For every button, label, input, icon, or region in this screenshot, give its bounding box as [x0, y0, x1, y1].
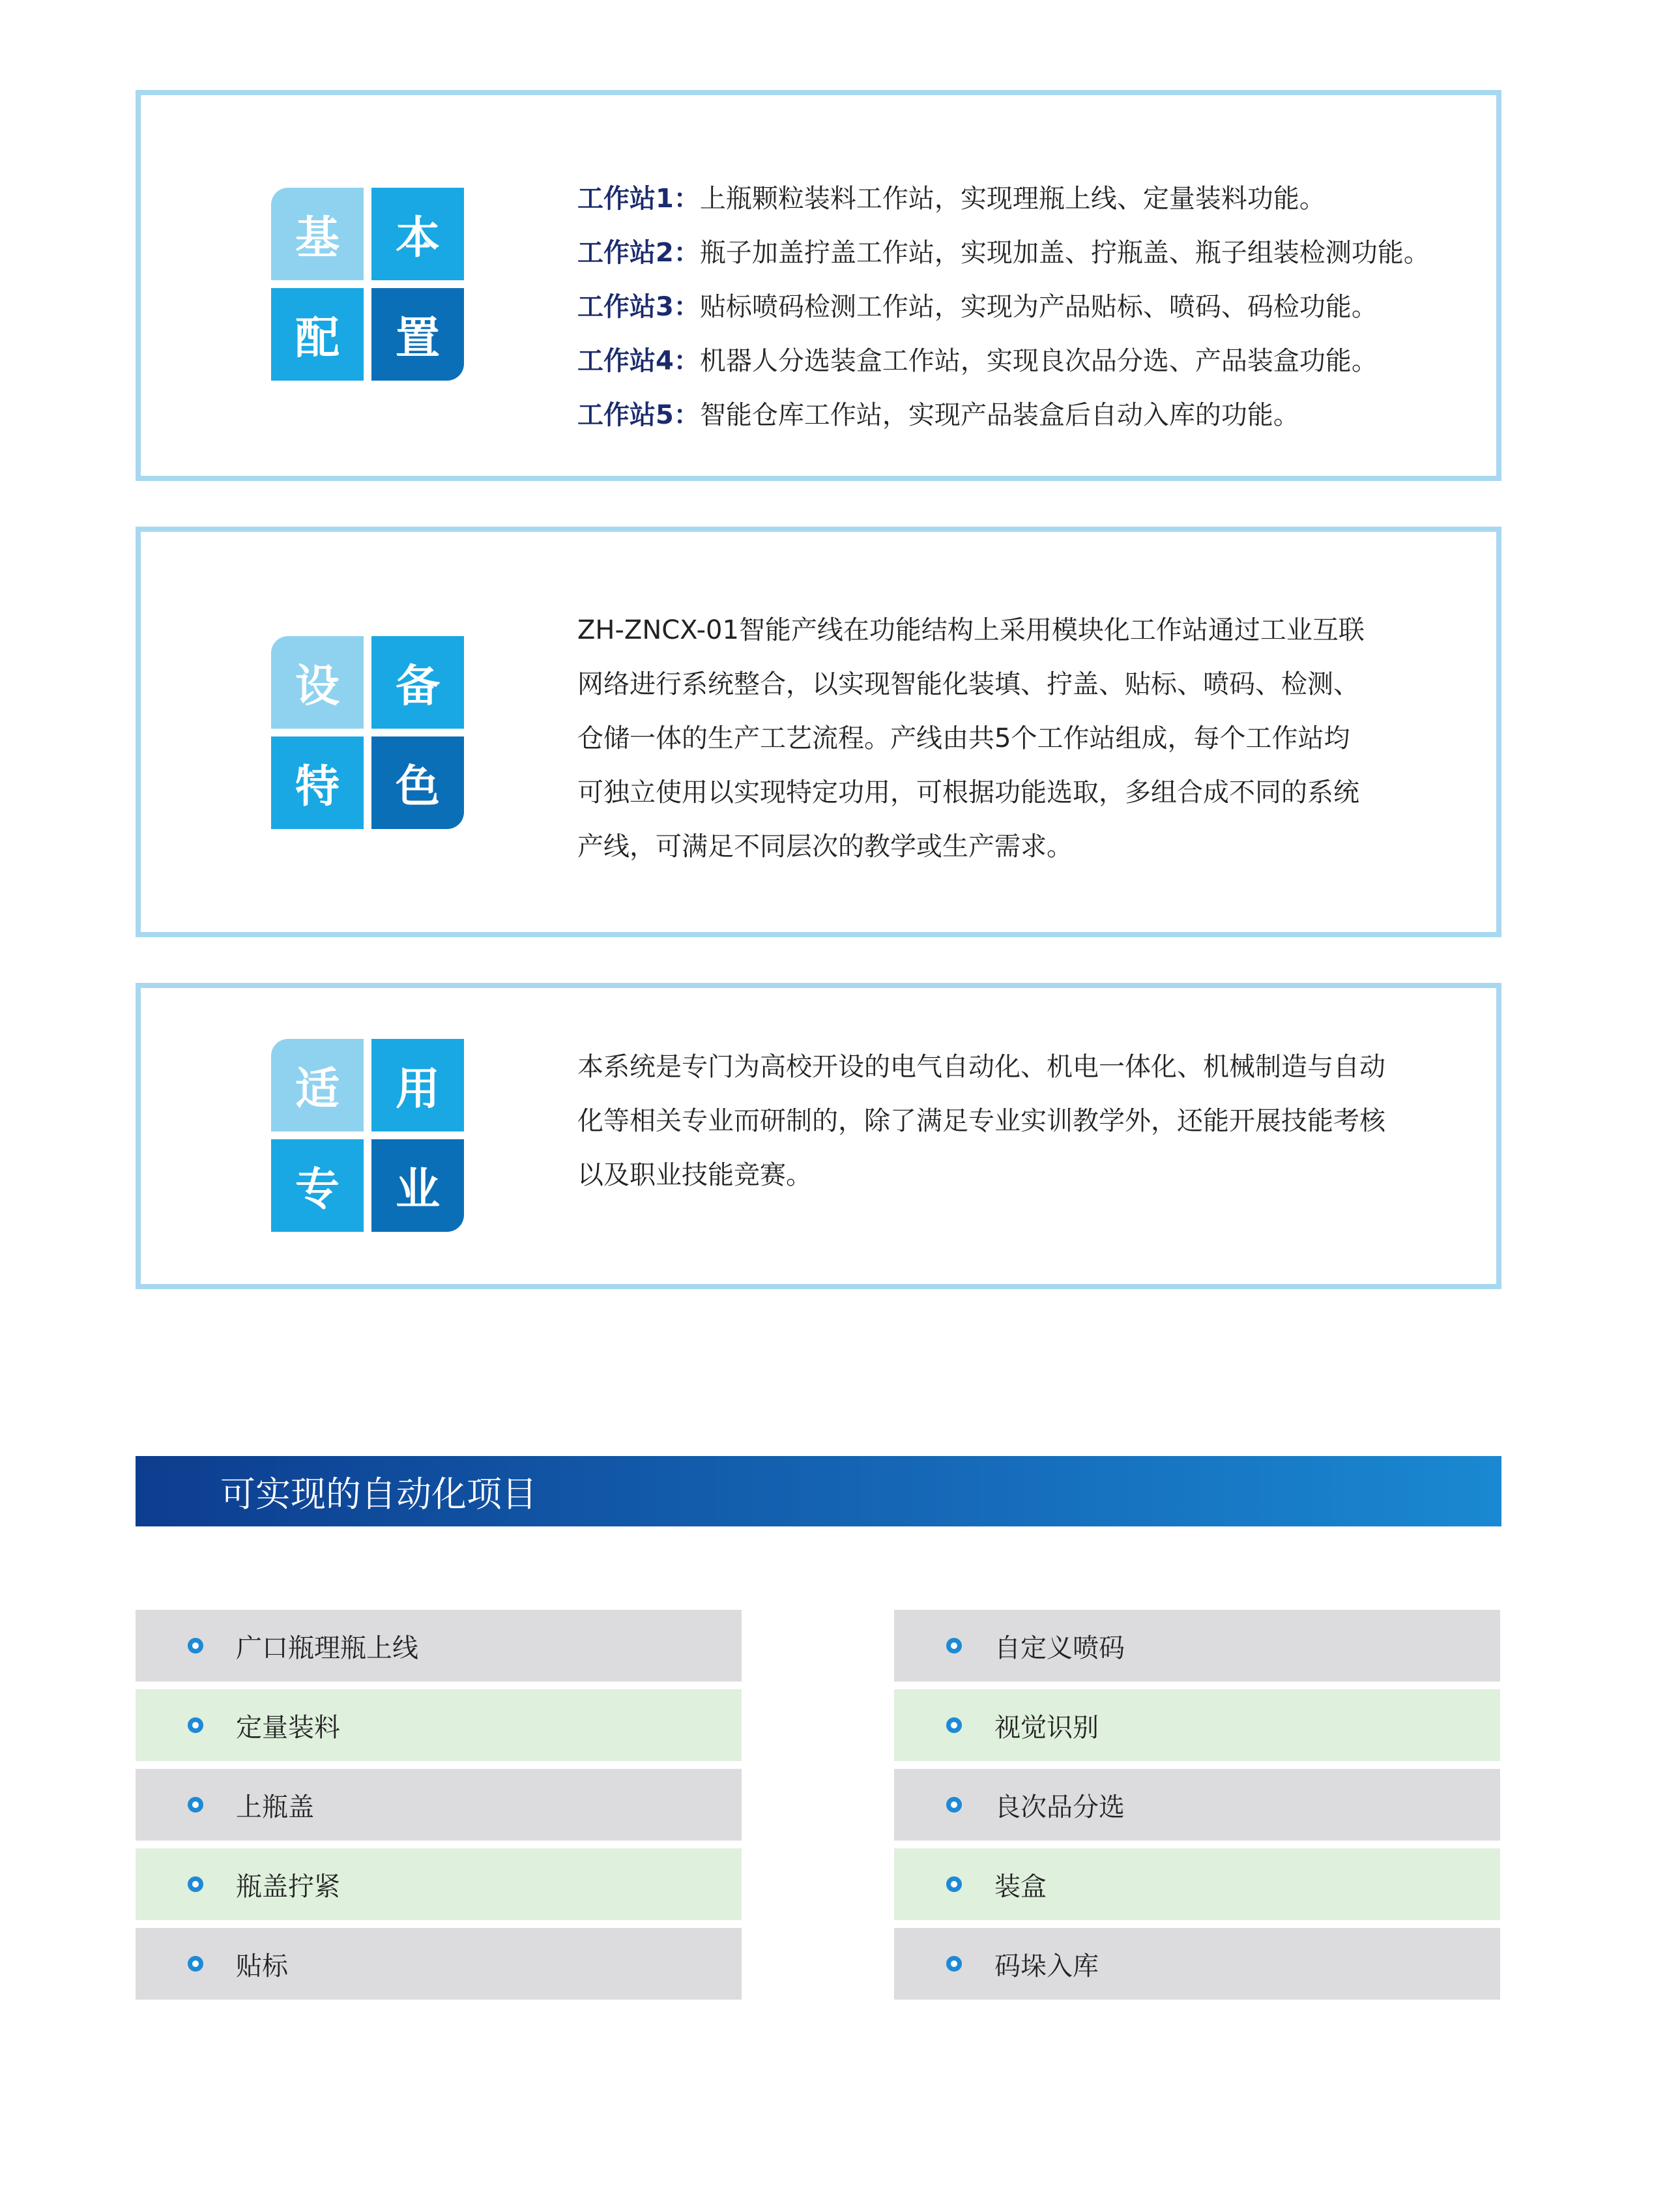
bullet-icon	[946, 1797, 962, 1813]
bullet-icon	[188, 1638, 203, 1654]
bullet-icon	[188, 1717, 203, 1733]
list-item	[894, 1928, 1500, 2000]
automation-section-title: 可实现的自动化项目	[136, 1456, 1501, 1526]
majors-tiles	[271, 1039, 464, 1232]
station-item	[577, 334, 1430, 388]
basic-config-tiles	[271, 188, 464, 381]
bullet-icon	[188, 1956, 203, 1972]
station-label: 工作站3：	[577, 292, 700, 322]
automation-list-left	[136, 1610, 742, 2007]
majors-paragraph	[577, 1040, 1464, 1202]
station-item	[577, 172, 1430, 226]
bullet-icon	[946, 1876, 962, 1892]
list-item-label: 定量装料	[236, 1712, 340, 1743]
paragraph-line: 以及职业技能竞赛。	[577, 1160, 812, 1190]
tile-char: 设	[271, 636, 364, 729]
list-item-label: 上瓶盖	[236, 1792, 314, 1822]
bullet-icon	[946, 1956, 962, 1972]
tile-char: 业	[371, 1139, 464, 1232]
basic-config-card	[136, 90, 1501, 481]
paragraph-line: 化等相关专业而研制的，除了满足专业实训教学外，还能开展技能考核	[577, 1106, 1385, 1136]
station-desc: 机器人分选装盒工作站，实现良次品分选、产品装盒功能。	[699, 346, 1378, 376]
list-item	[894, 1848, 1500, 1920]
list-item	[894, 1769, 1500, 1841]
list-item-label: 自定义喷码	[994, 1633, 1125, 1663]
paragraph-line: 产线，可满足不同层次的教学或生产需求。	[577, 832, 1073, 862]
list-item	[136, 1689, 742, 1761]
bullet-icon	[946, 1638, 962, 1654]
tile-char: 备	[371, 636, 464, 729]
station-list	[577, 172, 1430, 443]
list-item-label: 瓶盖拧紧	[236, 1871, 340, 1902]
paragraph-line: 仓储一体的生产工艺流程。产线由共5个工作站组成，每个工作站均	[577, 723, 1350, 753]
list-item	[136, 1769, 742, 1841]
station-label: 工作站2：	[577, 238, 700, 268]
paragraph-line: ZH-ZNCX-01智能产线在功能结构上采用模块化工作站通过工业互联	[577, 615, 1365, 645]
bullet-icon	[188, 1876, 203, 1892]
tile-char: 配	[271, 288, 364, 381]
features-paragraph	[577, 604, 1438, 874]
station-desc: 贴标喷码检测工作站，实现为产品贴标、喷码、码检功能。	[699, 292, 1378, 322]
tile-char: 专	[271, 1139, 364, 1232]
station-item	[577, 280, 1430, 334]
list-item	[136, 1848, 742, 1920]
tile-char: 色	[371, 736, 464, 829]
tile-char: 特	[271, 736, 364, 829]
list-item-label: 装盒	[994, 1871, 1047, 1902]
tile-char: 基	[271, 188, 364, 280]
station-item	[577, 226, 1430, 280]
tile-char: 置	[371, 288, 464, 381]
station-desc: 智能仓库工作站，实现产品装盒后自动入库的功能。	[699, 400, 1299, 430]
list-item	[894, 1689, 1500, 1761]
tile-char: 用	[371, 1039, 464, 1131]
bullet-icon	[946, 1717, 962, 1733]
station-label: 工作站1：	[577, 184, 700, 214]
station-label: 工作站4：	[577, 346, 700, 376]
list-item	[136, 1928, 742, 2000]
paragraph-line: 可独立使用以实现特定功用，可根据功能选取，多组合成不同的系统	[577, 778, 1359, 808]
paragraph-line: 本系统是专门为高校开设的电气自动化、机电一体化、机械制造与自动	[577, 1052, 1385, 1082]
majors-card	[136, 983, 1501, 1289]
list-item-label: 视觉识别	[994, 1712, 1099, 1743]
list-item	[894, 1610, 1500, 1682]
paragraph-line: 网络进行系统整合，以实现智能化装填、拧盖、贴标、喷码、检测、	[577, 669, 1359, 699]
list-item-label: 码垛入库	[994, 1951, 1099, 1981]
list-item-label: 广口瓶理瓶上线	[236, 1633, 418, 1663]
station-desc: 瓶子加盖拧盖工作站，实现加盖、拧瓶盖、瓶子组装检测功能。	[699, 238, 1430, 268]
tile-char: 本	[371, 188, 464, 280]
list-item-label: 贴标	[236, 1951, 288, 1981]
features-tiles	[271, 636, 464, 829]
automation-list-right	[894, 1610, 1500, 2007]
list-item	[136, 1610, 742, 1682]
station-desc: 上瓶颗粒装料工作站，实现理瓶上线、定量装料功能。	[699, 184, 1325, 214]
tile-char: 适	[271, 1039, 364, 1131]
station-item	[577, 388, 1430, 443]
station-label: 工作站5：	[577, 400, 700, 430]
bullet-icon	[188, 1797, 203, 1813]
features-card	[136, 527, 1501, 937]
list-item-label: 良次品分选	[994, 1792, 1125, 1822]
